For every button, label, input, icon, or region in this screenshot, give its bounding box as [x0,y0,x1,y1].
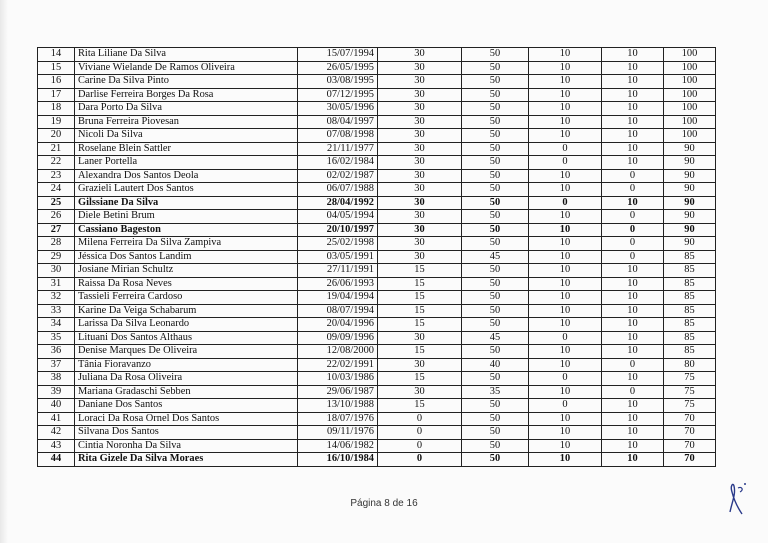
row-total: 100 [664,48,716,62]
row-number: 29 [38,250,75,264]
row-score-4: 10 [602,196,664,210]
row-name: Rita Gizele Da Silva Moraes [75,453,298,467]
row-number: 41 [38,412,75,426]
row-number: 27 [38,223,75,237]
row-number: 43 [38,439,75,453]
row-number: 17 [38,88,75,102]
row-score-1: 30 [378,210,462,224]
table-row [38,75,716,89]
row-number: 22 [38,156,75,170]
row-total: 85 [664,264,716,278]
row-score-2: 50 [462,264,529,278]
row-score-3: 0 [529,372,602,386]
row-score-2: 50 [462,237,529,251]
row-name: Mariana Gradaschi Sebben [75,385,298,399]
table-row [38,264,716,278]
table-row [38,48,716,62]
row-total: 90 [664,156,716,170]
row-score-2: 50 [462,426,529,440]
row-date: 25/02/1998 [298,237,378,251]
table-row [38,439,716,453]
row-number: 33 [38,304,75,318]
row-score-4: 0 [602,358,664,372]
row-score-1: 30 [378,88,462,102]
row-score-2: 50 [462,196,529,210]
row-name: Silvana Dos Santos [75,426,298,440]
row-total: 75 [664,399,716,413]
row-date: 20/04/1996 [298,318,378,332]
row-score-2: 50 [462,318,529,332]
row-score-4: 10 [602,318,664,332]
row-total: 100 [664,129,716,143]
row-score-2: 50 [462,345,529,359]
row-number: 37 [38,358,75,372]
row-score-2: 50 [462,399,529,413]
row-date: 18/07/1976 [298,412,378,426]
row-score-3: 10 [529,61,602,75]
row-score-4: 10 [602,453,664,467]
row-score-4: 10 [602,156,664,170]
row-score-2: 50 [462,129,529,143]
row-score-3: 10 [529,250,602,264]
row-name: Daniane Dos Santos [75,399,298,413]
row-score-1: 30 [378,196,462,210]
row-score-1: 30 [378,331,462,345]
row-score-2: 50 [462,88,529,102]
table-row [38,223,716,237]
row-score-4: 10 [602,304,664,318]
row-score-3: 0 [529,156,602,170]
row-number: 34 [38,318,75,332]
row-score-1: 30 [378,250,462,264]
row-score-4: 10 [602,115,664,129]
row-date: 29/06/1987 [298,385,378,399]
row-date: 03/05/1991 [298,250,378,264]
table-row [38,412,716,426]
row-score-4: 10 [602,88,664,102]
row-score-2: 50 [462,169,529,183]
row-score-4: 10 [602,264,664,278]
table-row [38,304,716,318]
row-score-1: 0 [378,412,462,426]
row-score-1: 15 [378,345,462,359]
row-number: 36 [38,345,75,359]
row-number: 18 [38,102,75,116]
table-row [38,345,716,359]
row-score-3: 10 [529,102,602,116]
row-total: 90 [664,169,716,183]
row-score-4: 10 [602,277,664,291]
row-score-3: 10 [529,304,602,318]
row-score-3: 10 [529,264,602,278]
table-row [38,453,716,467]
row-total: 85 [664,250,716,264]
row-date: 19/04/1994 [298,291,378,305]
table-row [38,385,716,399]
row-score-4: 0 [602,250,664,264]
row-date: 20/10/1997 [298,223,378,237]
row-score-3: 10 [529,453,602,467]
row-name: Darlise Ferreira Borges Da Rosa [75,88,298,102]
row-date: 10/03/1986 [298,372,378,386]
row-name: Juliana Da Rosa Oliveira [75,372,298,386]
row-date: 06/07/1988 [298,183,378,197]
row-score-4: 0 [602,385,664,399]
results-table [37,47,716,467]
row-score-2: 50 [462,142,529,156]
row-date: 14/06/1982 [298,439,378,453]
row-score-1: 15 [378,264,462,278]
row-name: Grazieli Lautert Dos Santos [75,183,298,197]
row-number: 40 [38,399,75,413]
row-total: 85 [664,291,716,305]
row-total: 90 [664,196,716,210]
row-score-2: 50 [462,75,529,89]
row-name: Tassieli Ferreira Cardoso [75,291,298,305]
row-score-3: 10 [529,223,602,237]
row-score-2: 50 [462,277,529,291]
row-name: Diele Betini Brum [75,210,298,224]
row-score-1: 30 [378,61,462,75]
row-date: 07/08/1998 [298,129,378,143]
table-row [38,291,716,305]
row-total: 100 [664,102,716,116]
row-number: 23 [38,169,75,183]
row-name: Larissa Da Silva Leonardo [75,318,298,332]
row-date: 08/07/1994 [298,304,378,318]
table-row [38,115,716,129]
row-score-2: 50 [462,115,529,129]
row-score-3: 0 [529,196,602,210]
row-score-2: 50 [462,291,529,305]
row-score-4: 10 [602,331,664,345]
row-score-4: 10 [602,291,664,305]
row-score-1: 30 [378,385,462,399]
row-name: Loraci Da Rosa Ornel Dos Santos [75,412,298,426]
row-score-2: 40 [462,358,529,372]
row-date: 16/10/1984 [298,453,378,467]
row-date: 16/02/1984 [298,156,378,170]
row-score-1: 15 [378,304,462,318]
row-name: Cintia Noronha Da Silva [75,439,298,453]
row-score-3: 10 [529,439,602,453]
row-score-3: 10 [529,237,602,251]
row-date: 26/05/1995 [298,61,378,75]
row-total: 75 [664,385,716,399]
row-total: 100 [664,61,716,75]
row-score-3: 0 [529,331,602,345]
row-score-2: 50 [462,439,529,453]
row-score-3: 10 [529,88,602,102]
row-score-4: 10 [602,142,664,156]
row-score-2: 50 [462,210,529,224]
row-number: 21 [38,142,75,156]
row-score-4: 10 [602,48,664,62]
row-number: 39 [38,385,75,399]
row-score-3: 10 [529,345,602,359]
row-date: 28/04/1992 [298,196,378,210]
row-name: Laner Portella [75,156,298,170]
row-score-1: 30 [378,237,462,251]
row-score-4: 10 [602,412,664,426]
row-date: 03/08/1995 [298,75,378,89]
row-total: 70 [664,412,716,426]
row-total: 100 [664,88,716,102]
table-row [38,250,716,264]
row-score-2: 45 [462,331,529,345]
table-row [38,183,716,197]
row-name: Denise Marques De Oliveira [75,345,298,359]
table-row [38,372,716,386]
table-row [38,399,716,413]
row-number: 20 [38,129,75,143]
row-score-2: 45 [462,250,529,264]
row-score-1: 15 [378,291,462,305]
row-total: 90 [664,210,716,224]
row-score-1: 30 [378,75,462,89]
row-date: 27/11/1991 [298,264,378,278]
row-date: 02/02/1987 [298,169,378,183]
row-score-2: 50 [462,156,529,170]
row-score-3: 0 [529,142,602,156]
row-score-3: 10 [529,277,602,291]
row-name: Karine Da Veiga Schabarum [75,304,298,318]
row-total: 90 [664,237,716,251]
signature-mark [722,478,752,518]
row-total: 85 [664,345,716,359]
row-score-4: 0 [602,183,664,197]
row-score-1: 0 [378,439,462,453]
row-score-3: 10 [529,412,602,426]
row-total: 90 [664,183,716,197]
row-score-3: 10 [529,183,602,197]
row-score-2: 50 [462,304,529,318]
table-row [38,88,716,102]
row-score-3: 10 [529,210,602,224]
row-score-1: 15 [378,399,462,413]
row-name: Rita Liliane Da Silva [75,48,298,62]
row-score-4: 0 [602,210,664,224]
row-score-4: 10 [602,439,664,453]
table-row [38,237,716,251]
table-row [38,331,716,345]
row-score-2: 50 [462,61,529,75]
row-score-1: 15 [378,318,462,332]
row-date: 13/10/1988 [298,399,378,413]
row-number: 35 [38,331,75,345]
row-score-2: 50 [462,412,529,426]
table-row [38,277,716,291]
row-total: 90 [664,223,716,237]
table-row [38,156,716,170]
row-name: Bruna Ferreira Piovesan [75,115,298,129]
table-row [38,426,716,440]
row-score-1: 30 [378,142,462,156]
row-name: Carine Da Silva Pinto [75,75,298,89]
row-total: 90 [664,142,716,156]
row-score-2: 35 [462,385,529,399]
row-name: Jéssica Dos Santos Landim [75,250,298,264]
row-number: 30 [38,264,75,278]
page-number: Página 8 de 16 [350,498,418,509]
row-score-2: 50 [462,223,529,237]
row-total: 70 [664,426,716,440]
table-row [38,142,716,156]
row-total: 70 [664,439,716,453]
row-number: 32 [38,291,75,305]
row-number: 26 [38,210,75,224]
row-number: 44 [38,453,75,467]
row-date: 15/07/1994 [298,48,378,62]
row-total: 85 [664,304,716,318]
row-score-4: 10 [602,75,664,89]
row-date: 21/11/1977 [298,142,378,156]
row-date: 22/02/1991 [298,358,378,372]
row-number: 24 [38,183,75,197]
row-number: 14 [38,48,75,62]
table-row [38,129,716,143]
row-date: 12/08/2000 [298,345,378,359]
row-score-4: 10 [602,399,664,413]
row-name: Milena Ferreira Da Silva Zampiva [75,237,298,251]
scan-edge [0,0,8,543]
row-name: Gilssiane Da Silva [75,196,298,210]
row-score-2: 50 [462,183,529,197]
row-total: 85 [664,318,716,332]
table-row [38,61,716,75]
row-score-3: 10 [529,291,602,305]
row-score-4: 0 [602,237,664,251]
row-total: 75 [664,372,716,386]
table-row [38,358,716,372]
row-score-3: 10 [529,129,602,143]
row-score-3: 10 [529,75,602,89]
row-score-1: 30 [378,102,462,116]
table-row [38,102,716,116]
row-total: 100 [664,115,716,129]
row-score-1: 0 [378,453,462,467]
row-date: 04/05/1994 [298,210,378,224]
row-number: 28 [38,237,75,251]
row-total: 100 [664,75,716,89]
row-score-1: 30 [378,358,462,372]
row-date: 07/12/1995 [298,88,378,102]
row-name: Cassiano Bageston [75,223,298,237]
row-score-1: 30 [378,183,462,197]
row-name: Josiane Mirian Schultz [75,264,298,278]
row-number: 16 [38,75,75,89]
row-name: Nicoli Da Silva [75,129,298,143]
row-score-2: 50 [462,48,529,62]
row-score-1: 15 [378,277,462,291]
row-total: 85 [664,331,716,345]
row-score-3: 10 [529,385,602,399]
row-score-1: 15 [378,372,462,386]
row-score-4: 10 [602,102,664,116]
row-score-4: 0 [602,169,664,183]
row-score-3: 10 [529,169,602,183]
row-score-1: 30 [378,223,462,237]
row-name: Alexandra Dos Santos Deola [75,169,298,183]
row-score-4: 10 [602,426,664,440]
row-score-4: 10 [602,345,664,359]
row-score-3: 10 [529,48,602,62]
row-name: Lituani Dos Santos Althaus [75,331,298,345]
row-name: Dara Porto Da Silva [75,102,298,116]
row-score-4: 0 [602,223,664,237]
row-date: 09/09/1996 [298,331,378,345]
row-score-2: 50 [462,102,529,116]
row-score-4: 10 [602,372,664,386]
row-score-4: 10 [602,61,664,75]
row-number: 42 [38,426,75,440]
row-score-2: 50 [462,372,529,386]
row-name: Viviane Wielande De Ramos Oliveira [75,61,298,75]
row-date: 30/05/1996 [298,102,378,116]
row-number: 31 [38,277,75,291]
row-total: 85 [664,277,716,291]
row-score-2: 50 [462,453,529,467]
row-score-1: 30 [378,169,462,183]
row-score-3: 10 [529,358,602,372]
row-score-1: 30 [378,115,462,129]
row-total: 80 [664,358,716,372]
row-score-3: 10 [529,115,602,129]
row-number: 15 [38,61,75,75]
table-row [38,169,716,183]
row-score-3: 10 [529,426,602,440]
row-number: 19 [38,115,75,129]
row-name: Roselane Blein Sattler [75,142,298,156]
row-name: Tânia Fioravanzo [75,358,298,372]
row-score-3: 10 [529,318,602,332]
row-date: 09/11/1976 [298,426,378,440]
row-total: 70 [664,453,716,467]
row-score-1: 0 [378,426,462,440]
row-score-3: 0 [529,399,602,413]
table-row [38,210,716,224]
row-score-1: 30 [378,156,462,170]
row-score-1: 30 [378,129,462,143]
row-date: 08/04/1997 [298,115,378,129]
row-name: Raissa Da Rosa Neves [75,277,298,291]
row-date: 26/06/1993 [298,277,378,291]
row-score-1: 30 [378,48,462,62]
table-row [38,196,716,210]
row-number: 25 [38,196,75,210]
table-row [38,318,716,332]
table-body [38,48,716,467]
row-score-4: 10 [602,129,664,143]
row-number: 38 [38,372,75,386]
